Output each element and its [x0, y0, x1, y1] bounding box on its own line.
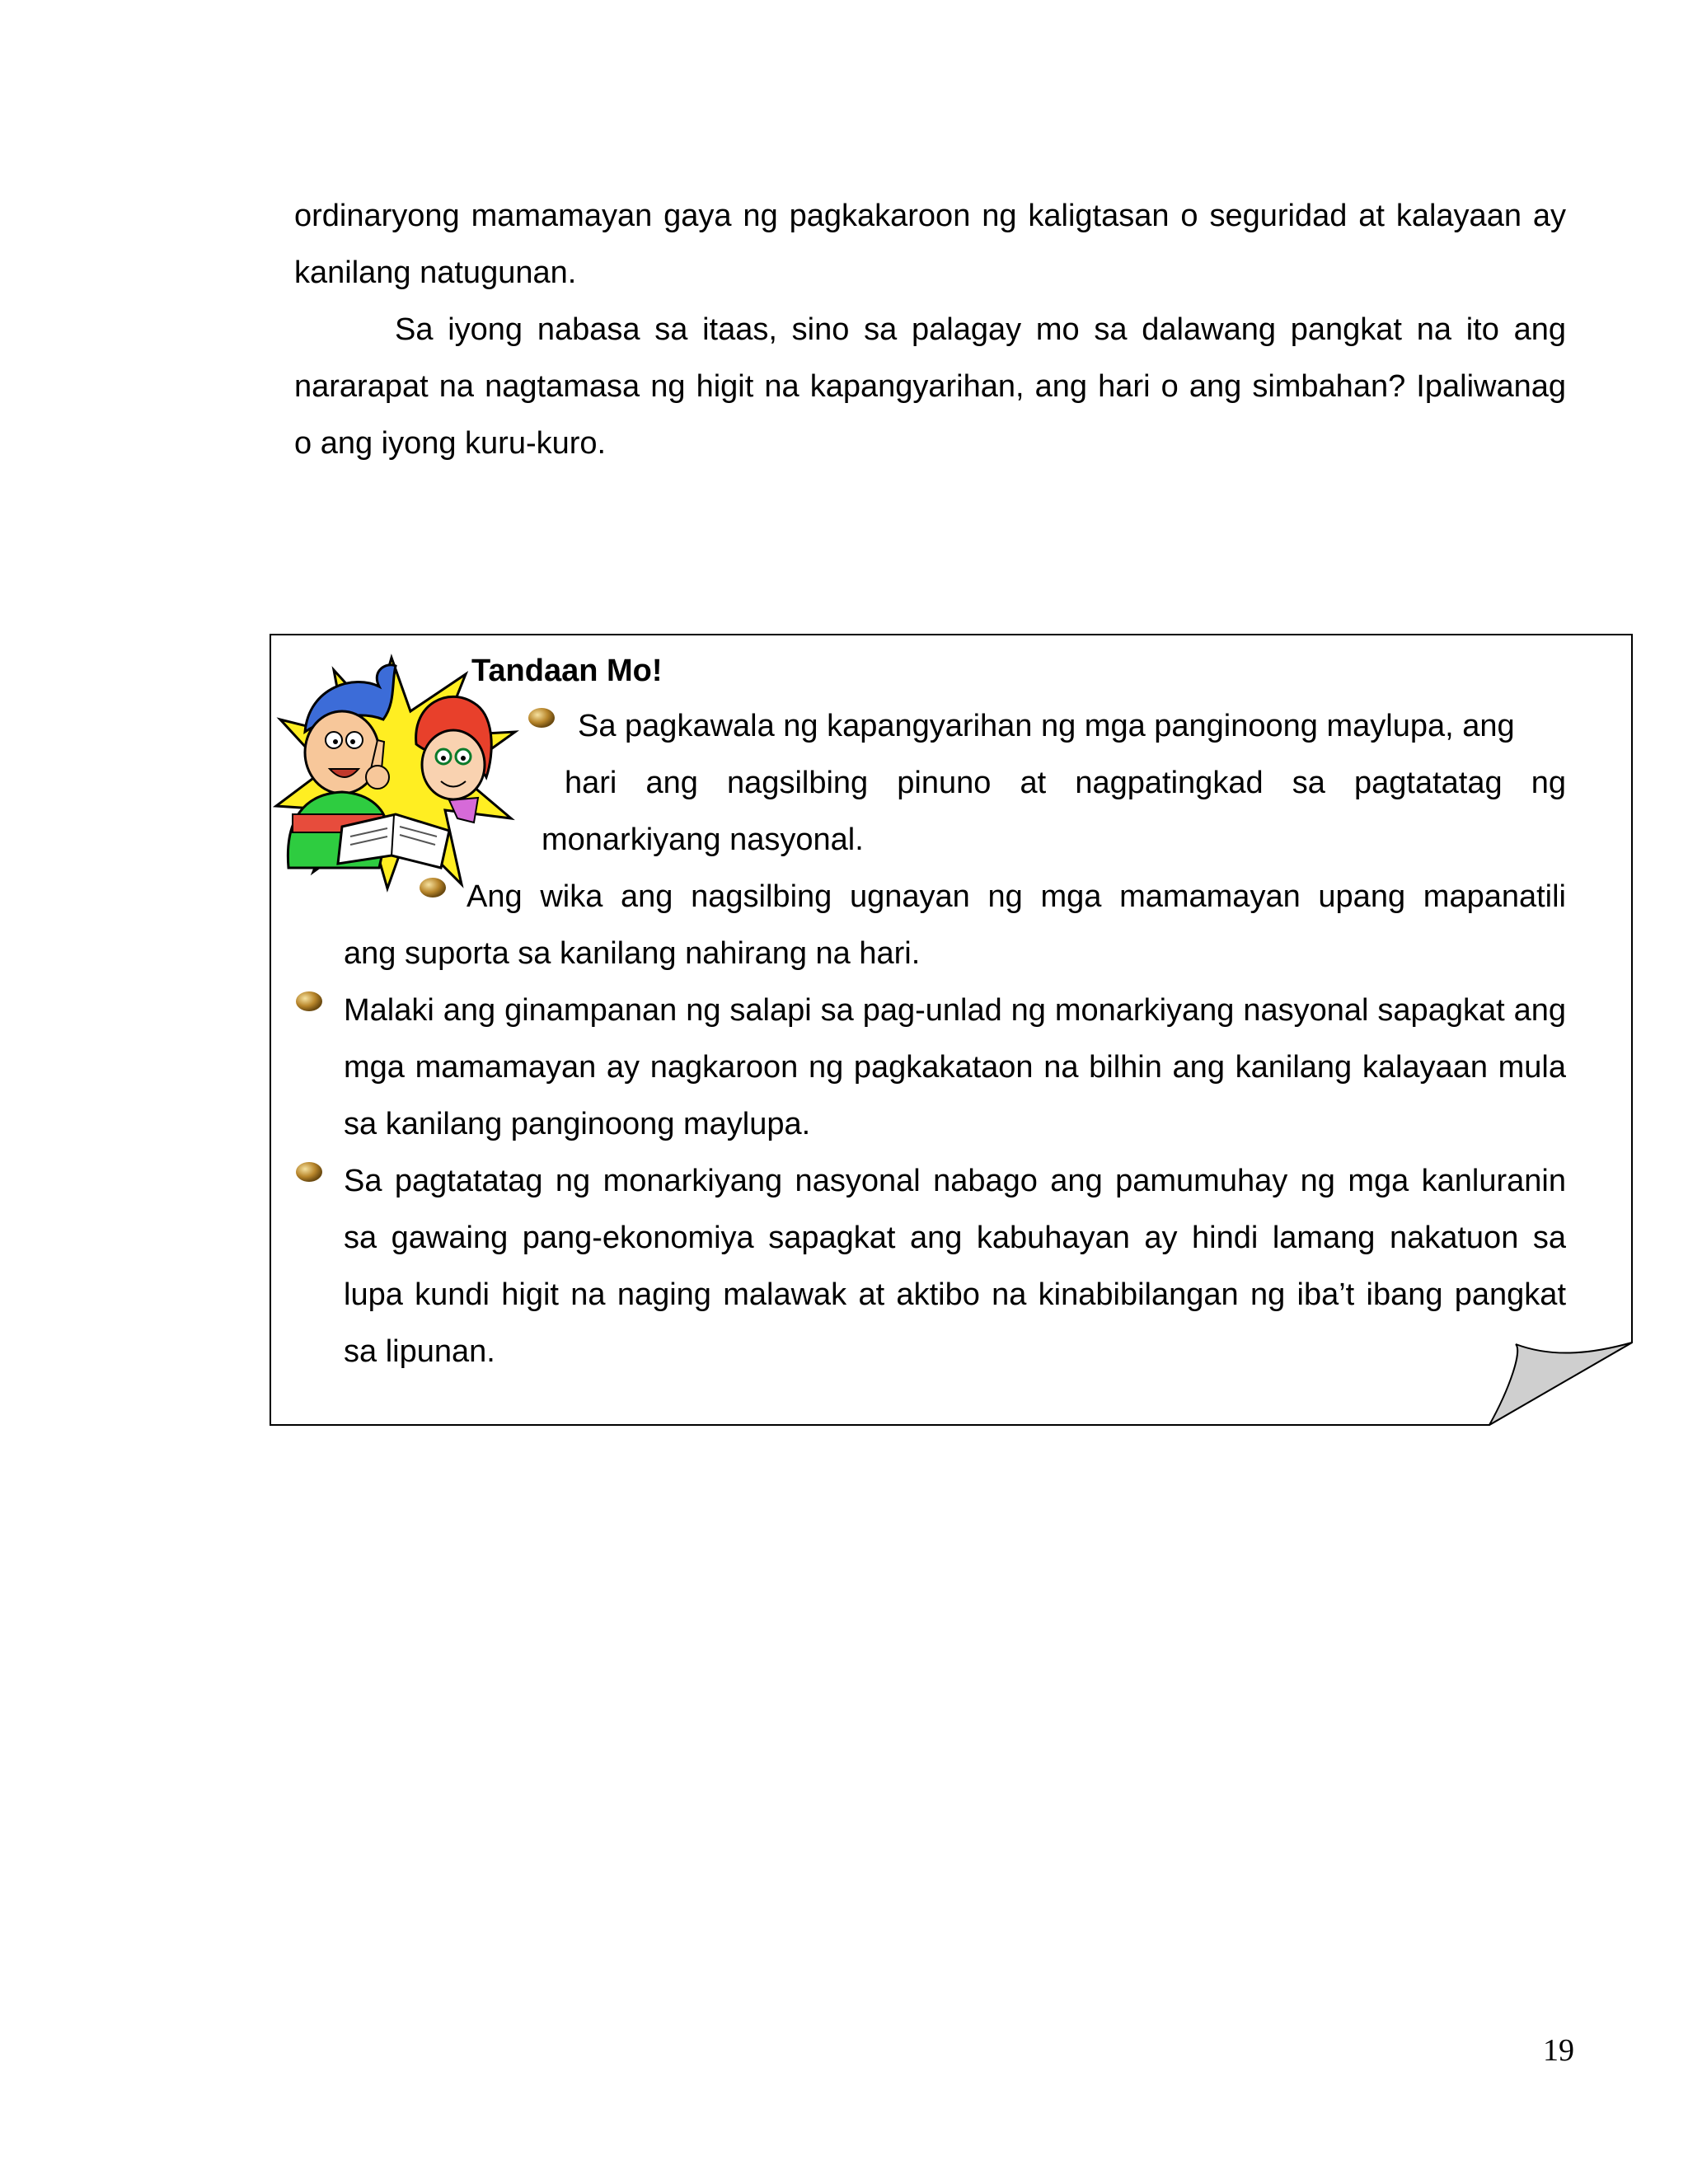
note-item-1-line-1: Sa pagkawala ng kapangyarihan ng mga panginoong maylupa, ang	[578, 709, 1515, 743]
paragraph-continuation: ordinaryong mamamayan gaya ng pagkakaroon ng kaligtasan o seguridad at kalayaan ay kanilang natugunan.	[294, 199, 1566, 290]
note-item-1-line-3: monarkiyang nasyonal.	[542, 823, 864, 857]
gold-bullet-icon	[419, 877, 447, 898]
gold-bullet-icon	[295, 991, 323, 1012]
note-item-3: Malaki ang ginampanan ng salapi sa pag-unlad ng monarkiyang nasyonal sapagkat ang mga mamamayan ay nagkaroon ng pagkakataon na bilhin ang kanilang kalayaan mula sa kanilang panginoong maylupa.	[344, 993, 1566, 1141]
note-title: Tandaan Mo!	[471, 654, 663, 688]
note-item-2-line-2: ang suporta sa kanilang nahirang na hari.	[344, 936, 921, 971]
gold-bullet-icon	[528, 707, 556, 729]
note-item-1-line-2: hari ang nagsilbing pinuno at nagpatingkad sa pagtatatag ng	[565, 766, 1566, 800]
page-number: 19	[1543, 2033, 1574, 2068]
note-item-2-line-1: Ang wika ang nagsilbing ugnayan ng mga mamamayan upang mapanatili	[467, 879, 1566, 914]
gold-bullet-icon	[295, 1161, 323, 1183]
paragraph-question: Sa iyong nabasa sa itaas, sino sa palagay mo sa dalawang pangkat na ito ang nararapat na nagtamasa ng higit na kapangyarihan, ang hari o ang simbahan? Ipaliwanag o ang iyong kuru-kuro.	[294, 312, 1566, 461]
note-item-4: Sa pagtatatag ng monarkiyang nasyonal nabago ang pamumuhay ng mga kanluranin sa gawaing pang-ekonomiya sapagkat ang kabuhayan ay hindi lamang nakatuon sa lupa kundi higit na naging malawak at aktibo na kinabibilangan ng iba’t ibang pangkat sa lipunan.	[344, 1164, 1566, 1369]
